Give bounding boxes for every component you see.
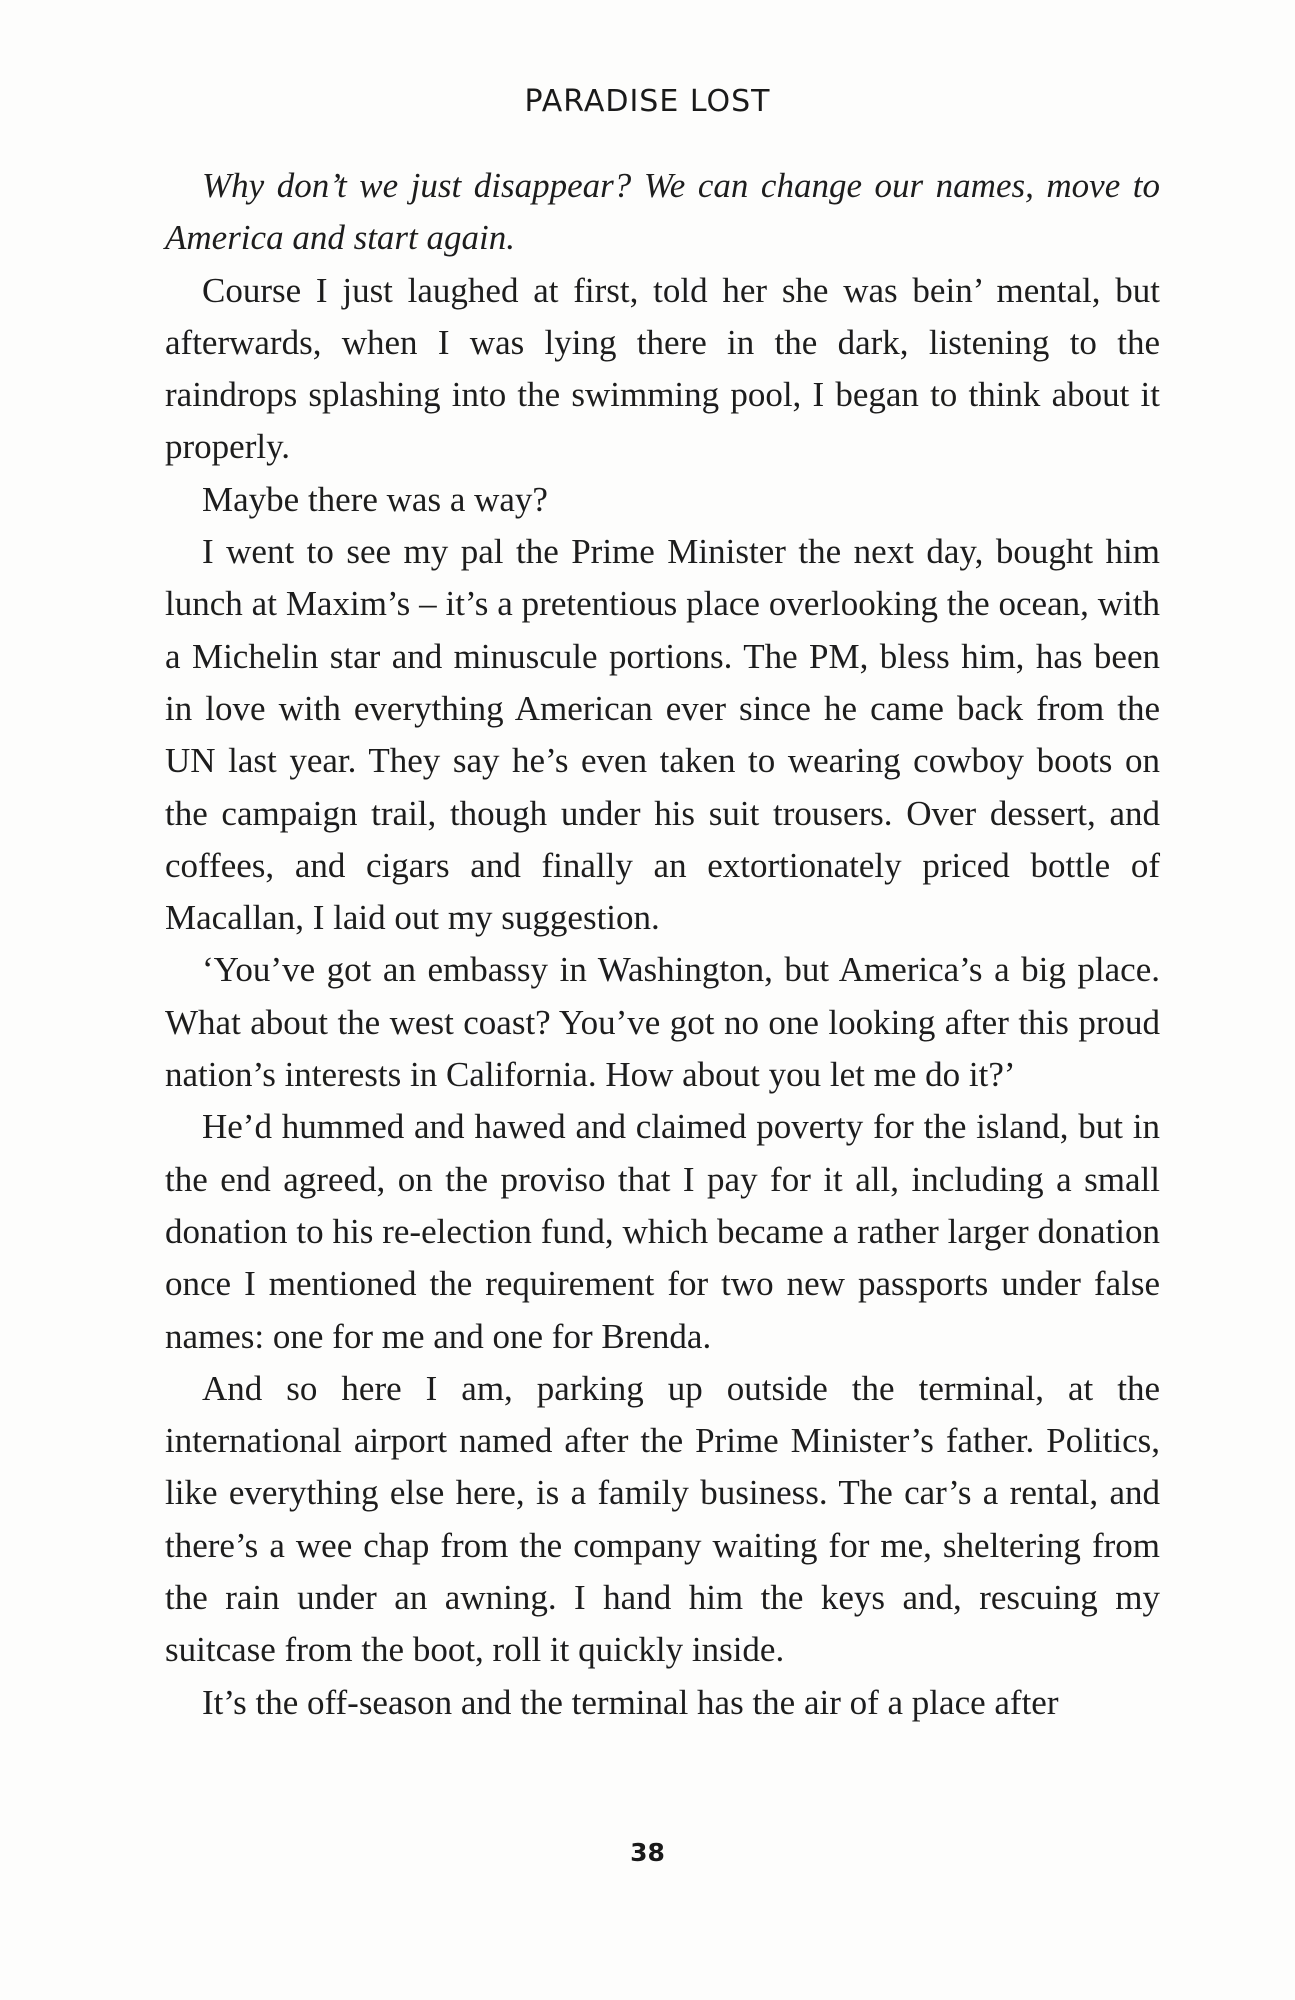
paragraph-7: And so here I am, parking up outside the terminal, at the international airport named after the Prime Minister’s father. Politics, like everything else here, is a family business. The car’s a rental, and there’s a wee chap from the company waiting for me, sheltering from the rain under an awning. I hand him the keys and, rescuing my suitcase from the boot, roll it quickly inside. (165, 1368, 1160, 1670)
paragraph-6: He’d hummed and hawed and claimed poverty for the island, but in the end agreed, on the proviso that I pay for it all, including a small donation to his re-election fund, which became a rather larger donation once I mentioned the requirement for two new passports under false names: one for me and one for Brenda. (165, 1107, 1160, 1356)
running-head: PARADISE LOST (524, 84, 771, 119)
paragraph-4: I went to see my pal the Prime Minister the next day, bought him lunch at Maxim’s – it’s a pretentious place overlooking the ocean, with a Michelin star and minuscule portions. The PM, bless him, has been in love with everything American ever since he came back from the UN last year. They say he’s even taken to wearing cowboy boots on the campaign trail, though under his suit trousers. Over dessert, and coffees, and cigars and finally an extortionately priced bottle of Macallan, I laid out my suggestion. (165, 532, 1160, 938)
paragraph-5: ‘You’ve got an embassy in Washington, but America’s a big place. What about the west coast? You’ve got no one looking after this proud nation’s interests in California. How about you let me do it?’ (165, 950, 1160, 1095)
paragraph-8: It’s the off-season and the terminal has the air of a place after (202, 1682, 1059, 1722)
paragraph-3: Maybe there was a way? (202, 479, 548, 519)
body-text (165, 160, 1160, 1729)
paragraph-1: Why don’t we just disappear? We can change our names, move to America and start again. (165, 166, 1160, 258)
page-number: 38 (630, 1838, 665, 1867)
paragraph-2: Course I just laughed at first, told her she was bein’ mental, but afterwards, when I was lying there in the dark, listening to the raindrops splashing into the swimming pool, I began to think about it properly. (165, 270, 1160, 467)
